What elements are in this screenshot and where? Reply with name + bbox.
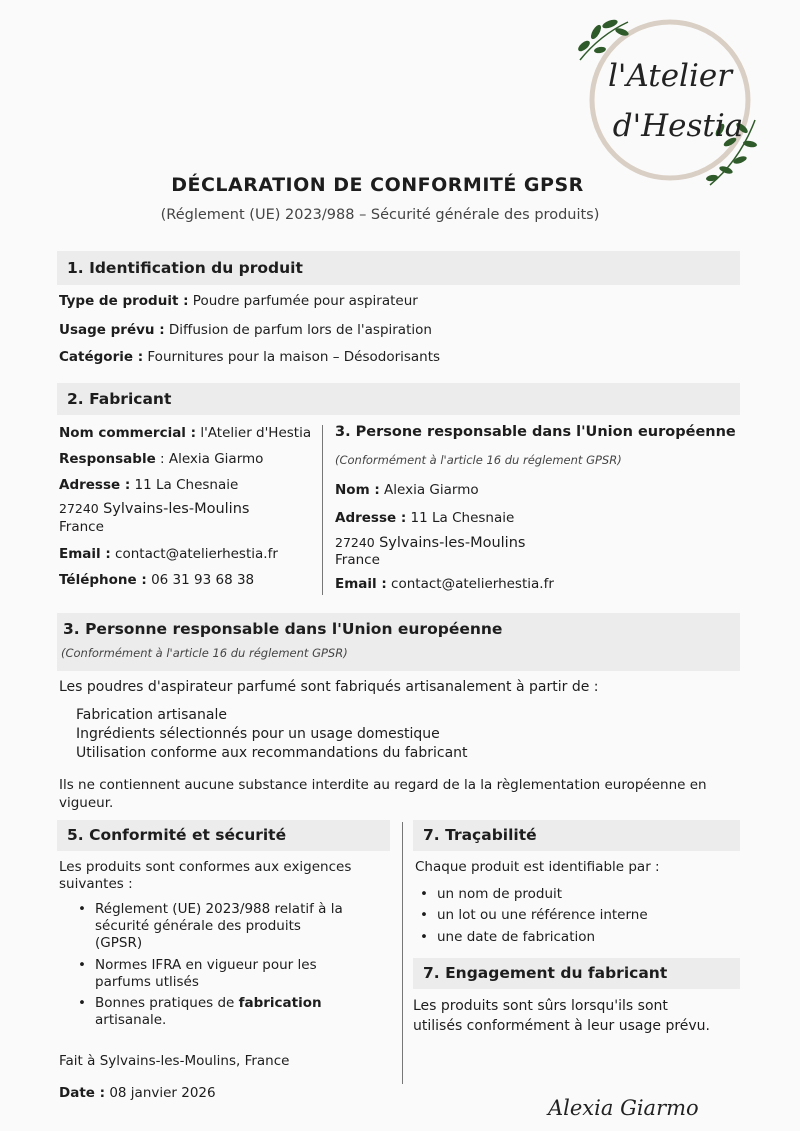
requirement-item-3 bbox=[95, 995, 322, 1029]
product-type-label: Type de produit : bbox=[59, 293, 189, 309]
phone-label: Téléphone : bbox=[59, 572, 147, 588]
column-divider bbox=[322, 425, 323, 595]
logo-line-2: d'Hestia bbox=[612, 108, 744, 144]
materials-item-2: Ingrédients sélectionnés pour un usage domestique bbox=[76, 726, 440, 742]
document-title: DÉCLARATION DE CONFORMITÉ GPSR bbox=[171, 174, 584, 196]
eu-city-row bbox=[335, 535, 525, 551]
materials-item-3: Utilisation conforme aux recommandations du fabricant bbox=[76, 745, 468, 761]
email-value: contact@atelierhestia.fr bbox=[110, 546, 278, 562]
manager-value: : Alexia Giarmo bbox=[155, 451, 264, 467]
compliance-paragraph-line-1: Ils ne contiennent aucune substance interdite au regard de la la règlementation européenne en bbox=[59, 777, 707, 793]
email-label: Email : bbox=[59, 546, 111, 562]
logo-wreath-icon bbox=[570, 10, 770, 195]
email-row bbox=[59, 546, 278, 562]
commitment-line-1: Les produits sont sûrs lorsqu'ils sont bbox=[413, 998, 668, 1014]
eu-postcode: 27240 bbox=[335, 535, 375, 550]
country: France bbox=[59, 519, 104, 535]
phone-row bbox=[59, 572, 254, 588]
requirement-3-bold: fabrication bbox=[238, 995, 322, 1011]
traceability-item-3: • une date de fabrication bbox=[437, 929, 595, 945]
traceability-item-2: • un lot ou une référence interne bbox=[437, 907, 648, 923]
eu-country: France bbox=[335, 552, 380, 568]
address-row bbox=[59, 477, 238, 493]
requirement-1-line-3: (GPSR) bbox=[95, 935, 143, 951]
brand-logo bbox=[570, 10, 770, 195]
category-value: Fournitures pour la maison – Désodorisants bbox=[143, 349, 441, 365]
section-5-heading: 5. Conformité et sécurité bbox=[57, 820, 390, 851]
section-7-commitment-heading: 7. Engagement du fabricant bbox=[413, 958, 740, 989]
intended-use-value: Diffusion de parfum lors de l'aspiration bbox=[164, 322, 432, 338]
section-2-heading: 2. Fabricant bbox=[57, 383, 740, 415]
eu-address-row bbox=[335, 510, 514, 526]
materials-item-1: Fabrication artisanale bbox=[76, 707, 227, 723]
city: Sylvains-les-Moulins bbox=[103, 501, 250, 517]
eu-address-label: Adresse : bbox=[335, 510, 407, 526]
category-row bbox=[59, 349, 440, 365]
place-of-signature: Fait à Sylvains-les-Moulins, France bbox=[59, 1053, 290, 1069]
trade-name-row bbox=[59, 425, 311, 441]
city-row bbox=[59, 501, 249, 517]
product-type-value: Poudre parfumée pour aspirateur bbox=[188, 293, 418, 309]
logo-line-1: l'Atelier bbox=[607, 58, 733, 94]
requirement-item-1 bbox=[95, 901, 343, 952]
date-label: Date : bbox=[59, 1085, 106, 1101]
traceability-item-1: • un nom de produit bbox=[437, 886, 562, 902]
bottom-column-divider bbox=[402, 822, 403, 1084]
address-label: Adresse : bbox=[59, 477, 131, 493]
section-7-traceability-heading: 7. Traçabilité bbox=[413, 820, 740, 851]
section-5-intro-line-1: Les produits sont conformes aux exigences bbox=[59, 859, 352, 875]
eu-email-value: contact@atelierhestia.fr bbox=[386, 576, 554, 592]
manager-row bbox=[59, 451, 263, 467]
address-value: 11 La Chesnaie bbox=[130, 477, 239, 493]
eu-email-row bbox=[335, 576, 554, 592]
requirement-3-line-1 bbox=[95, 995, 322, 1012]
requirement-2-line-1: • Normes IFRA en vigueur pour les bbox=[95, 957, 317, 973]
manager-label: Responsable bbox=[59, 451, 156, 467]
compliance-paragraph-line-2: vigueur. bbox=[59, 795, 114, 811]
signature: Alexia Giarmo bbox=[548, 1096, 699, 1120]
product-type-row bbox=[59, 293, 418, 309]
requirement-1-line-2: sécurité générale des produits bbox=[95, 918, 301, 934]
eu-responsible-note: (Conformément à l'article 16 du réglement GPSR) bbox=[335, 453, 622, 467]
eu-name-value: Alexia Giarmo bbox=[379, 482, 479, 498]
materials-list bbox=[76, 706, 468, 763]
eu-address-value: 11 La Chesnaie bbox=[406, 510, 515, 526]
section-3-note: (Conformément à l'article 16 du réglement GPSR) bbox=[61, 646, 348, 660]
postcode: 27240 bbox=[59, 501, 99, 516]
date-value: 08 janvier 2026 bbox=[105, 1085, 216, 1101]
requirement-2-line-2: parfums utlisés bbox=[95, 974, 199, 990]
requirement-3-line-2: artisanale. bbox=[95, 1012, 167, 1028]
category-label: Catégorie : bbox=[59, 349, 144, 365]
eu-responsible-heading: 3. Persone responsable dans l'Union européenne bbox=[335, 424, 736, 440]
intended-use-row bbox=[59, 322, 432, 338]
eu-email-label: Email : bbox=[335, 576, 387, 592]
section-1-heading: 1. Identification du produit bbox=[57, 251, 740, 285]
trade-name-label: Nom commercial : bbox=[59, 425, 197, 441]
section-3-heading: 3. Personne responsable dans l'Union européenne bbox=[63, 620, 503, 638]
intended-use-label: Usage prévu : bbox=[59, 322, 165, 338]
eu-city: Sylvains-les-Moulins bbox=[379, 535, 526, 551]
trade-name-value: l'Atelier d'Hestia bbox=[196, 425, 312, 441]
commitment-line-2: utilisés conformément à leur usage prévu. bbox=[413, 1018, 711, 1034]
section-5-intro-line-2: suivantes : bbox=[59, 876, 133, 892]
phone-value: 06 31 93 68 38 bbox=[146, 572, 255, 588]
section-3-intro: Les poudres d'aspirateur parfumé sont fabriqués artisanalement à partir de : bbox=[59, 679, 599, 695]
eu-name-label: Nom : bbox=[335, 482, 380, 498]
requirement-3-prefix: Bonnes pratiques de bbox=[95, 995, 239, 1011]
traceability-intro: Chaque produit est identifiable par : bbox=[415, 859, 660, 875]
document-subtitle: (Réglement (UE) 2023/988 – Sécurité générale des produits) bbox=[160, 207, 600, 223]
requirement-item-2 bbox=[95, 957, 317, 991]
date-row bbox=[59, 1085, 216, 1101]
eu-name-row bbox=[335, 482, 479, 498]
requirement-1-line-1: • Réglement (UE) 2023/988 relatif à la bbox=[95, 901, 343, 917]
